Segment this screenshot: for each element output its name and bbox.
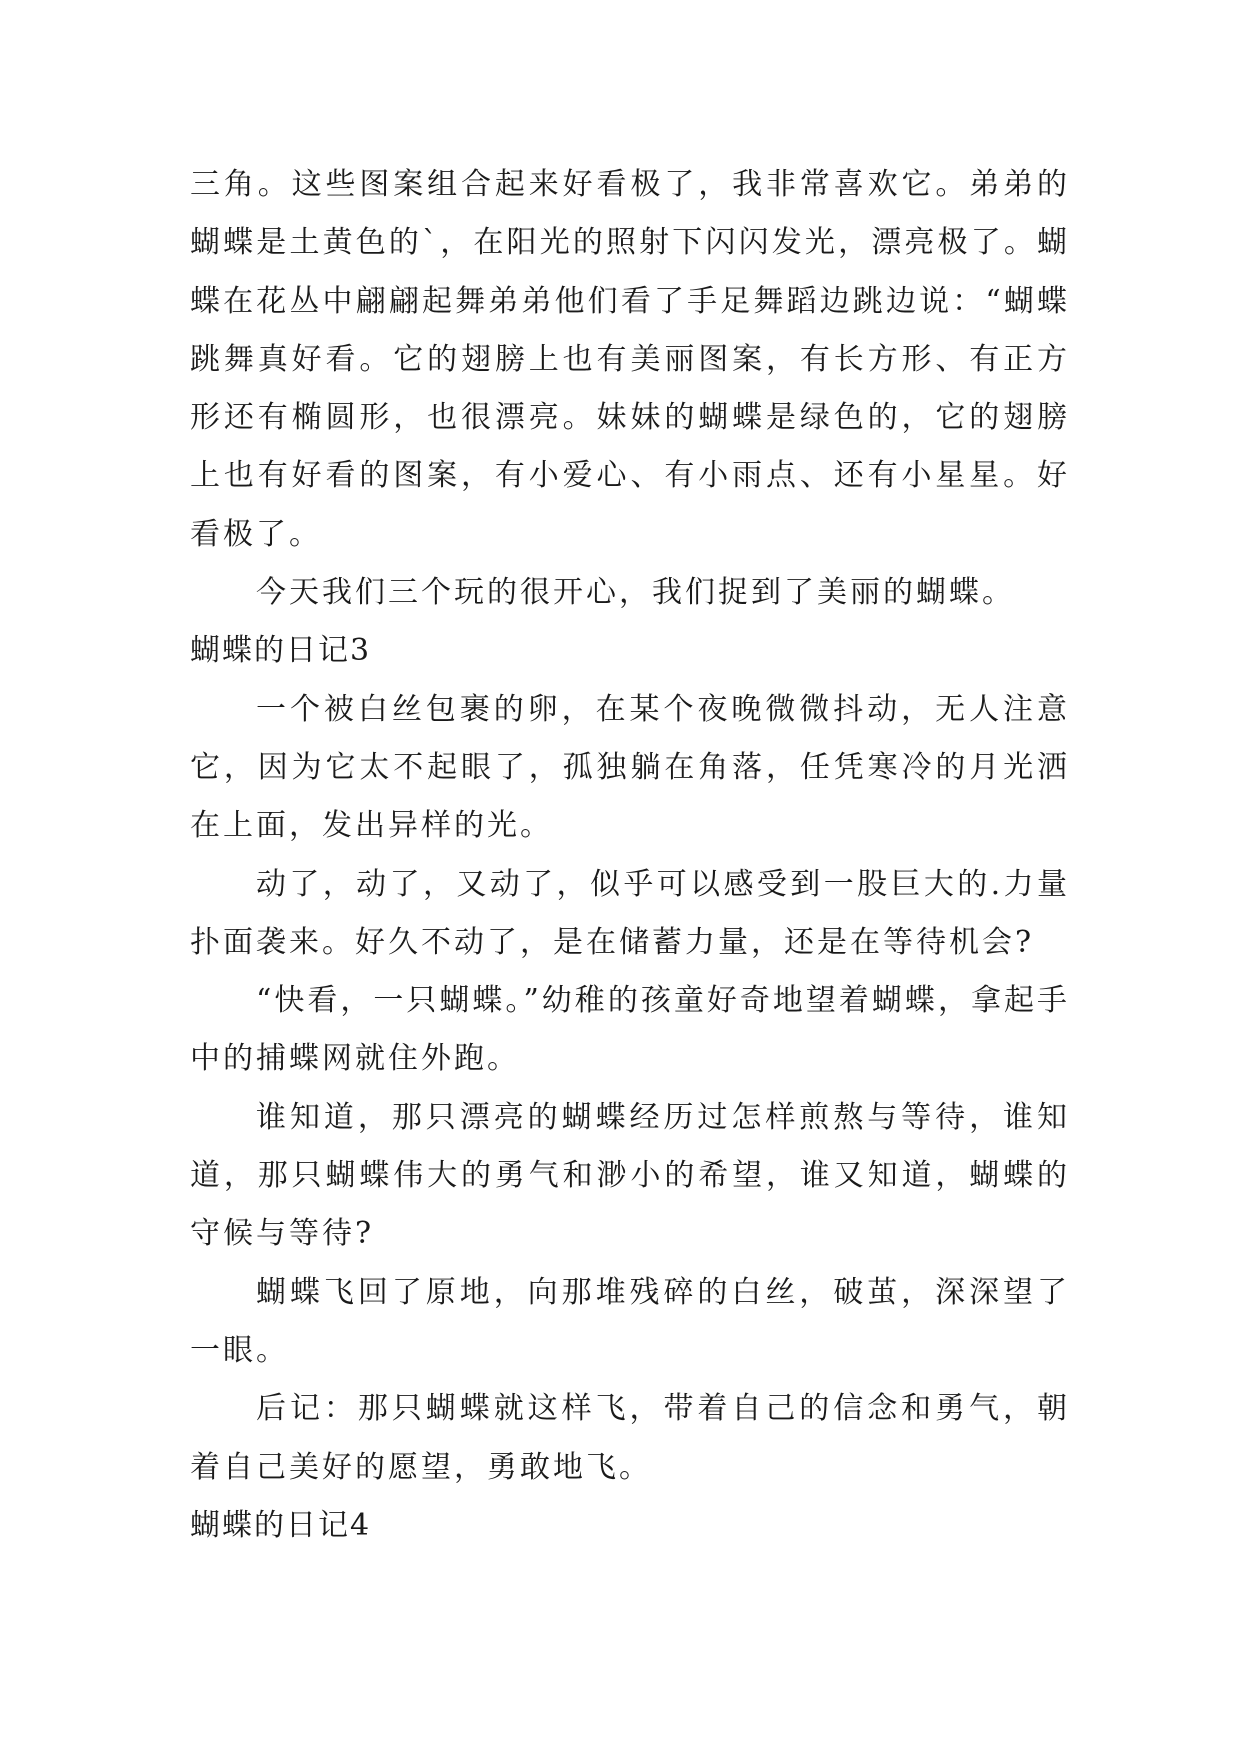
paragraph-fly-back: 蝴蝶飞回了原地，向那堆残碎的白丝，破茧，深深望了一眼。 — [190, 1274, 1070, 1368]
document-body — [190, 156, 1070, 1555]
section-heading-diary-4: 蝴蝶的日记4 — [190, 1507, 372, 1543]
paragraph-child-net: “快看，一只蝴蝶。”幼稚的孩童好奇地望着蝴蝶，拿起手中的捕蝶网就住外跑。 — [190, 983, 1070, 1077]
paragraph-postscript: 后记：那只蝴蝶就这样飞，带着自己的信念和勇气，朝着自己美好的愿望，勇敢地飞。 — [190, 1391, 1070, 1485]
paragraph-butterfly-patterns: 三角。这些图案组合起来好看极了，我非常喜欢它。弟弟的蝴蝶是土黄色的`，在阳光的照射下闪闪发光，漂亮极了。蝴蝶在花丛中翩翩起舞弟弟他们看了手足舞蹈边跳边说：“蝴蝶跳舞真好看。它的翅膀上也有美丽图案，有长方形、有正方形还有椭圆形，也很漂亮。妹妹的蝴蝶是绿色的，它的翅膀上也有好看的图案，有小爱心、有小雨点、还有小星星。好看极了。 — [190, 167, 1070, 552]
paragraph-moving: 动了，动了，又动了，似乎可以感受到一股巨大的.力量扑面袭来。好久不动了，是在储蓄力量，还是在等待机会? — [190, 866, 1070, 960]
section-heading-diary-3: 蝴蝶的日记3 — [190, 633, 372, 669]
paragraph-cocoon: 一个被白丝包裹的卵，在某个夜晚微微抖动，无人注意它，因为它太不起眼了，孤独躺在角落，任凭寒冷的月光洒在上面，发出异样的光。 — [190, 691, 1070, 844]
paragraph-who-knows: 谁知道，那只漂亮的蝴蝶经历过怎样煎熬与等待，谁知道，那只蝴蝶伟大的勇气和渺小的希望，谁又知道，蝴蝶的守候与等待? — [190, 1099, 1070, 1252]
paragraph-happy-day: 今天我们三个玩的很开心，我们捉到了美丽的蝴蝶。 — [256, 575, 1015, 611]
